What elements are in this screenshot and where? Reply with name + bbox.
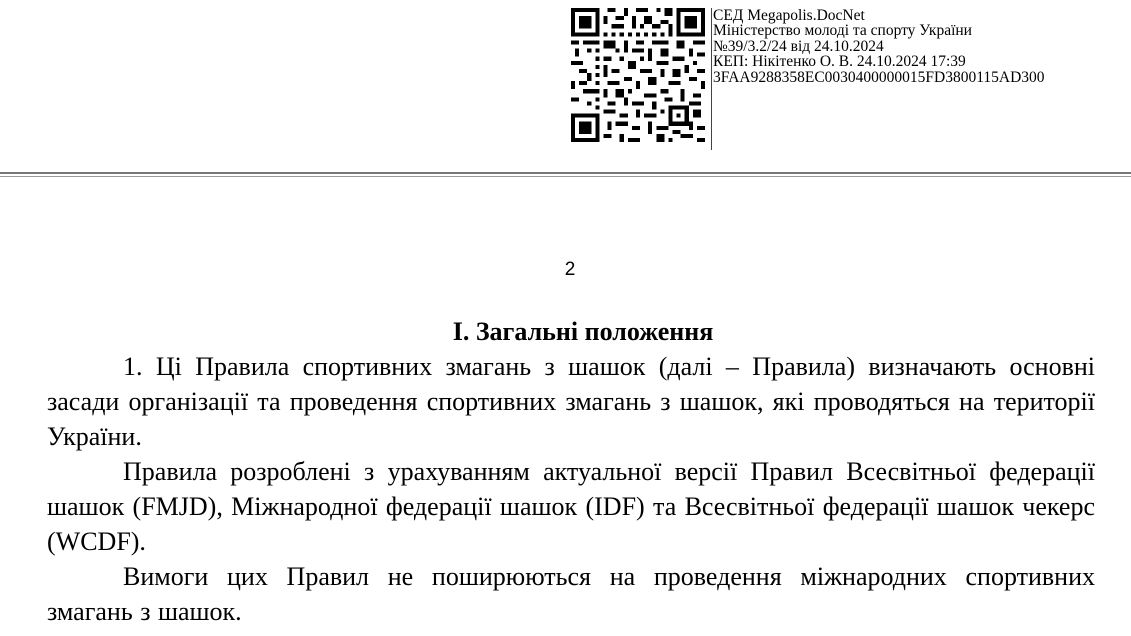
stamp-system-name: СЕД Megapolis.DocNet — [713, 7, 865, 24]
stamp-certificate-serial: 3FAA9288358EC0030400000015FD3800115AD300 — [713, 68, 1045, 86]
paragraph: Вимоги цих Правил не поширюються на проведення міжнародних спортивних змагань з шашок. — [47, 562, 1095, 626]
document-body — [47, 314, 1095, 629]
header-divider-secondary — [0, 176, 1131, 177]
page-number: 2 — [564, 259, 576, 280]
stamp-signature-info: КЕП: Нікітенко О. В. 24.10.2024 17:39 — [713, 53, 966, 71]
paragraph: 1. Ці Правила спортивних змагань з шашок (далі – Правила) визначають основні засади організації та проведення спортивних змагань з шашок, які проводяться на території України. — [47, 352, 1095, 451]
paragraph: Правила розроблені з урахуванням актуальної версії Правил Всесвітньої федерації шашок (FMJD), Міжнародної федерації шашок (IDF) та Всесвітньої федерації шашок чекерс (WCDF). — [47, 457, 1095, 556]
stamp-divider — [711, 8, 712, 150]
section-title: І. Загальні положення — [452, 317, 714, 346]
header-divider — [0, 172, 1131, 174]
stamp-registration-number: №39/3.2/24 від 24.10.2024 — [713, 37, 884, 55]
qr-code — [571, 8, 705, 142]
stamp-organization: Міністерство молоді та спорту України — [713, 22, 972, 40]
stamp-text — [713, 8, 1045, 85]
